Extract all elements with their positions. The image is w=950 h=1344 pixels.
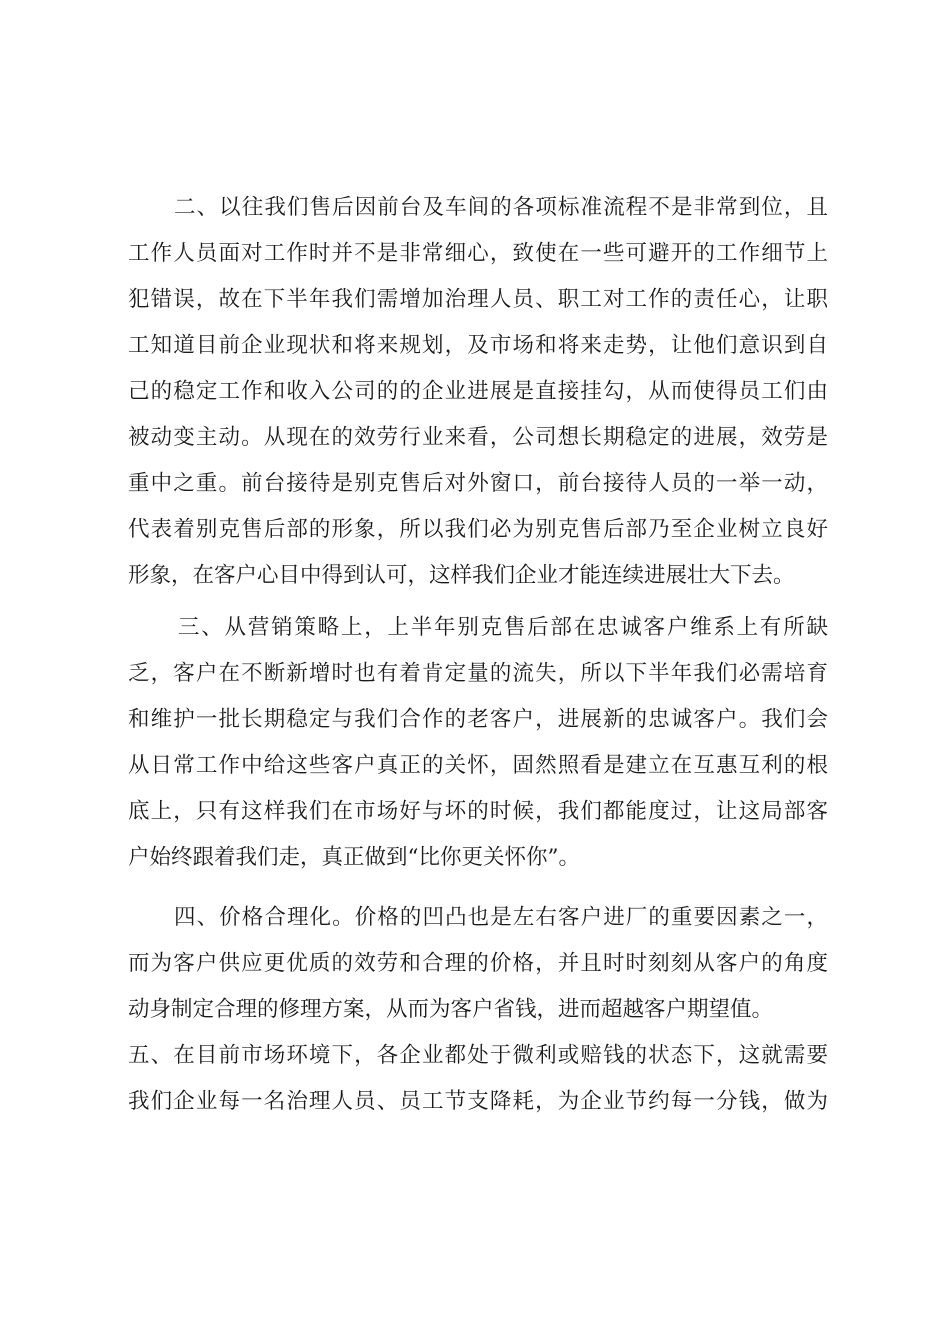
text-line: 己的稳定工作和收入公司的的企业进展是直接挂勾，从而使得员工们由 <box>128 379 828 404</box>
text-line: 而为客户供应更优质的效劳和合理的价格，并且时时刻刻从客户的角度 <box>128 951 828 976</box>
text-line: 形象，在客户心目中得到认可，这样我们企业才能连续进展壮大下去。 <box>128 563 795 588</box>
text-line: 犯错误，故在下半年我们需增加治理人员、职工对工作的责任心，让职 <box>128 287 828 312</box>
text-line: 和维护一批长期稳定与我们合作的老客户，进展新的忠诚客户。我们会 <box>128 707 828 732</box>
text-line: 重中之重。前台接待是别克售后对外窗口，前台接待人员的一举一动， <box>128 471 828 496</box>
text-line: 从日常工作中给这些客户真正的关怀，固然照看是建立在互惠互利的根 <box>128 753 828 778</box>
text-line: 二、以往我们售后因前台及车间的各项标准流程不是非常到位，且 <box>174 195 828 220</box>
text-line: 户始终跟着我们走，真正做到“比你更关怀你”。 <box>128 845 580 870</box>
text-line: 工作人员面对工作时并不是非常细心，致使在一些可避开的工作细节上 <box>128 241 828 266</box>
text-line: 被动变主动。从现在的效劳行业来看，公司想长期稳定的进展，效劳是 <box>128 425 828 450</box>
text-line: 乏，客户在不断新增时也有着肯定量的流失，所以下半年我们必需培育 <box>128 661 828 686</box>
text-line: 工知道目前企业现状和将来规划，及市场和将来走势，让他们意识到自 <box>128 333 828 358</box>
text-line: 我们企业每一名治理人员、员工节支降耗，为企业节约每一分钱，做为 <box>128 1089 828 1114</box>
text-line: 动身制定合理的修理方案，从而为客户省钱，进而超越客户期望值。 <box>128 997 774 1022</box>
text-line: 底上，只有这样我们在市场好与坏的时候，我们都能度过，让这局部客 <box>128 799 828 824</box>
text-line: 五、在目前市场环境下，各企业都处于微利或赔钱的状态下，这就需要 <box>128 1043 828 1068</box>
text-line: 三、从营销策略上，上半年别克售后部在忠诚客户维系上有所缺 <box>178 615 828 640</box>
text-line: 代表着别克售后部的形象，所以我们必为别克售后部乃至企业树立良好 <box>128 517 828 542</box>
text-line: 四、价格合理化。价格的凹凸也是左右客户进厂的重要因素之一， <box>174 905 828 930</box>
